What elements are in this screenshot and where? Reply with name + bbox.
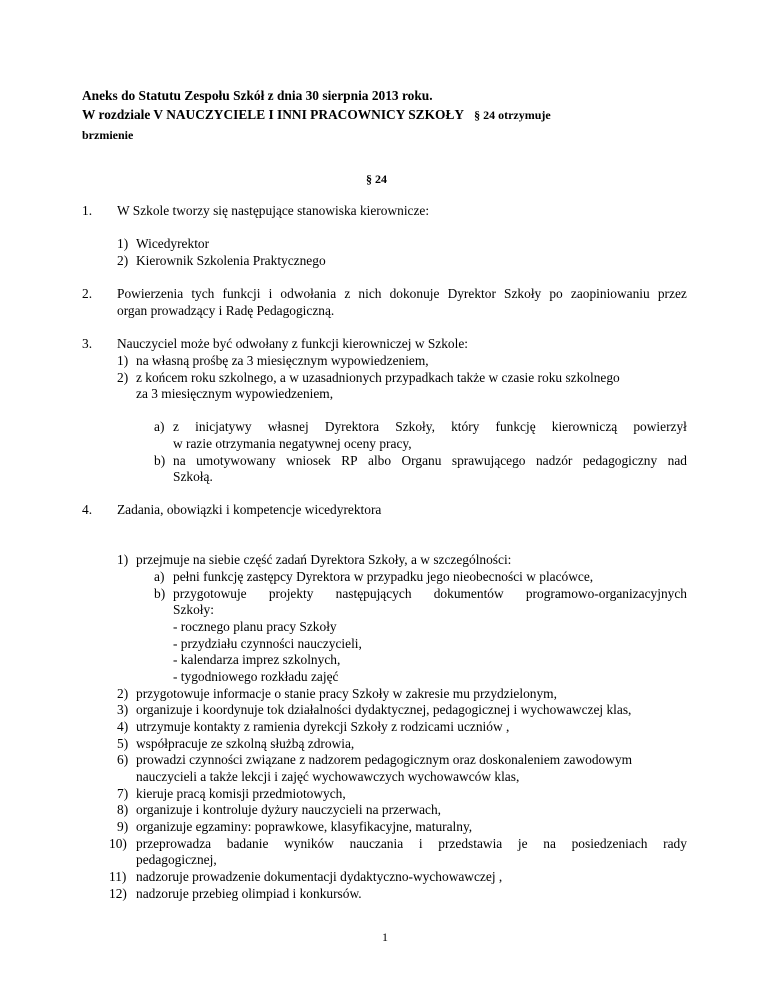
s4-item-8-num: 8) (117, 802, 129, 817)
header-line-2 (82, 107, 551, 123)
s1-num: 1. (82, 203, 93, 218)
s3-item-1: na własną prośbę za 3 miesięcznym wypowiedzeniem, (136, 353, 429, 368)
s3-a-line-1: z inicjatywy własnej Dyrektora Szkoły, który funkcję kierowniczą powierzył (173, 419, 687, 434)
s4-item-7: kieruje pracą komisji przedmiotowych, (136, 786, 346, 801)
s4-item-6-line-2: nauczycieli a także lekcji i zajęć wychowawczych wychowawców klas, (136, 769, 520, 784)
s4-text: Zadania, obowiązki i kompetencje wicedyrektora (117, 502, 382, 517)
s4-item-1: przejmuje na siebie część zadań Dyrektora Szkoły, a w szczególności: (136, 552, 512, 567)
s1-item-2-num: 2) (117, 253, 129, 268)
s4-b-line-2: Szkoły: (173, 602, 214, 617)
header-section-ref: § 24 otrzymuje (474, 108, 551, 122)
s3-b-num: b) (154, 453, 166, 468)
header-line-3: brzmienie (82, 128, 134, 142)
s4-item-11: nadzoruje prowadzenie dokumentacji dydaktyczno-wychowawczej , (136, 869, 503, 884)
s4-num: 4. (82, 502, 93, 517)
s4-item-10-num: 10) (109, 836, 127, 851)
s4-item-2-num: 2) (117, 686, 129, 701)
s1-item-1-num: 1) (117, 236, 129, 251)
s4-item-5-num: 5) (117, 736, 129, 751)
s4-item-3-num: 3) (117, 702, 129, 717)
s4-item-6-line-1: prowadzi czynności związane z nadzorem pedagogicznym oraz doskonaleniem zawodowym (136, 752, 632, 767)
s3-text: Nauczyciel może być odwołany z funkcji kierowniczej w Szkole: (117, 336, 469, 351)
s4-item-7-num: 7) (117, 786, 129, 801)
list-item: - rocznego planu pracy Szkoły (173, 619, 337, 634)
list-item: - przydziału czynności nauczycieli, (173, 636, 362, 651)
s4-item-4: utrzymuje kontakty z ramienia dyrekcji Szkoły z rodzicami uczniów , (136, 719, 510, 734)
s1-item-1: Wicedyrektor (136, 236, 210, 251)
s1-text: W Szkole tworzy się następujące stanowiska kierownicze: (117, 203, 430, 218)
s2-line-1: Powierzenia tych funkcji i odwołania z nich dokonuje Dyrektor Szkoły po zaopiniowaniu przez (117, 286, 687, 301)
s4-b-num: b) (154, 586, 166, 601)
s4-item-12: nadzoruje przebieg olimpiad i konkursów. (136, 886, 362, 901)
s4-a-num: a) (154, 569, 165, 584)
s4-b-line-1: przygotowuje projekty następujących dokumentów programowo-organizacyjnych (173, 586, 687, 601)
s3-item-2-line-1: z końcem roku szkolnego, a w uzasadnionych przypadkach także w czasie roku szkolnego (136, 370, 620, 385)
s2-num: 2. (82, 286, 93, 301)
s3-a-num: a) (154, 419, 165, 434)
header-chapter: W rozdziale V NAUCZYCIELE I INNI PRACOWNICY SZKOŁY (82, 107, 465, 122)
s4-item-10-line-2: pedagogicznej, (136, 852, 217, 867)
s4-a-text: pełni funkcję zastępcy Dyrektora w przypadku jego nieobecności w placówce, (173, 569, 594, 584)
s1-item-2: Kierownik Szkolenia Praktycznego (136, 253, 326, 268)
s3-item-2-num: 2) (117, 370, 129, 385)
s4-item-8: organizuje i kontroluje dyżury nauczycieli na przerwach, (136, 802, 442, 817)
list-item: - tygodniowego rozkładu zajęć (173, 669, 339, 684)
header-line-1: Aneks do Statutu Zespołu Szkół z dnia 30 sierpnia 2013 roku. (82, 88, 433, 103)
s4-item-9: organizuje egzaminy: poprawkowe, klasyfikacyjne, maturalny, (136, 819, 473, 834)
s4-item-11-num: 11) (109, 869, 127, 884)
s3-b-line-2: Szkołą. (173, 469, 213, 484)
page-number: 1 (382, 930, 388, 944)
s4-item-4-num: 4) (117, 719, 129, 734)
s4-item-6-num: 6) (117, 752, 129, 767)
section-title: § 24 (366, 172, 387, 186)
list-item: - kalendarza imprez szkolnych, (173, 652, 341, 667)
s3-num: 3. (82, 336, 93, 351)
s3-b-line-1: na umotywowany wniosek RP albo Organu sprawującego nadzór pedagogiczny nad (173, 453, 687, 468)
s4-item-10-line-1: przeprowadza badanie wyników nauczania i przedstawia je na posiedzeniach rady (136, 836, 687, 851)
s4-item-1-num: 1) (117, 552, 129, 567)
s3-a-line-2: w razie otrzymania negatywnej oceny pracy, (173, 436, 412, 451)
s4-item-3: organizuje i koordynuje tok działalności dydaktycznej, pedagogicznej i wychowawczej klas, (136, 702, 632, 717)
s2-line-2: organ prowadzący i Radę Pedagogiczną. (117, 303, 335, 318)
s4-item-5: współpracuje ze szkolną służbą zdrowia, (136, 736, 355, 751)
s3-item-2-line-2: za 3 miesięcznym wypowiedzeniem, (136, 386, 334, 401)
s4-item-2: przygotowuje informacje o stanie pracy Szkoły w zakresie mu przydzielonym, (136, 686, 557, 701)
s4-item-9-num: 9) (117, 819, 129, 834)
s3-item-1-num: 1) (117, 353, 129, 368)
s4-item-12-num: 12) (109, 886, 127, 901)
